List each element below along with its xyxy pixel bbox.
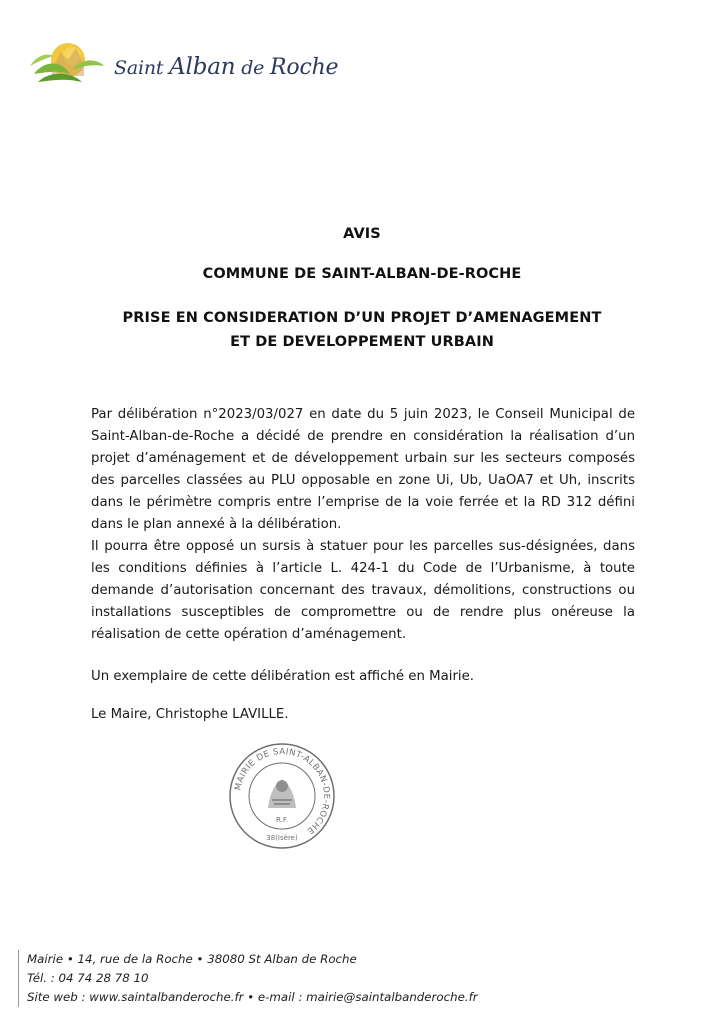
heading-title-line1: PRISE EN CONSIDERATION D’UN PROJET D’AMENAGEMENT xyxy=(122,310,602,326)
heading-avis: AVIS xyxy=(343,226,381,242)
svg-text:38(Isère): 38(Isère) xyxy=(266,834,298,842)
svg-text:MAIRIE DE SAINT-ALBAN-DE-ROCHE: MAIRIE DE SAINT-ALBAN-DE-ROCHE xyxy=(233,746,332,836)
footer xyxy=(18,950,667,1007)
mairie-stamp-icon xyxy=(228,742,336,850)
heading-commune: COMMUNE DE SAINT-ALBAN-DE-ROCHE xyxy=(202,266,522,282)
notice-body xyxy=(91,404,635,726)
heading-title-line2: ET DE DEVELOPPEMENT URBAIN xyxy=(230,334,494,350)
logo xyxy=(22,30,339,100)
logo-text: Saint Alban de Roche xyxy=(114,54,339,80)
logo-emblem-icon xyxy=(22,30,112,100)
footer-web: Site web : www.saintalbanderoche.fr • e-mail : mairie@saintalbanderoche.fr xyxy=(27,990,478,1004)
paragraph-deliberation: Par délibération n°2023/03/027 en date du 5 juin 2023, le Conseil Municipal de Saint-Alban-de-Roche a décidé de prendre en considération la réalisation d’un projet d’aménagement et de développement urbain sur les secteurs composés des parcelles classées au PLU opposable en zone Ui, Ub, UaOA7 et Uh, inscrits dans le périmètre compris entre l’emprise de la voie ferrée et la RD 312 défini dans le plan annexé à la délibération. xyxy=(91,407,635,532)
paragraph-exemplaire: Un exemplaire de cette délibération est affiché en Mairie. xyxy=(91,669,475,684)
svg-text:R.F.: R.F. xyxy=(276,816,288,824)
footer-phone: Tél. : 04 74 28 78 10 xyxy=(27,971,149,985)
footer-address: Mairie • 14, rue de la Roche • 38080 St Alban de Roche xyxy=(27,952,357,966)
paragraph-sursis: Il pourra être opposé un sursis à statuer pour les parcelles sus-désignées, dans les conditions définies à l’article L. 424-1 du Code de l’Urbanisme, à toute demande d’autorisation concernant des travaux, démolitions, constructions ou installations susceptibles de compromettre ou de rendre plus onéreuse la réalisation de cette opération d’aménagement. xyxy=(91,539,635,642)
headings xyxy=(0,226,724,354)
signature: Le Maire, Christophe LAVILLE. xyxy=(91,707,289,722)
